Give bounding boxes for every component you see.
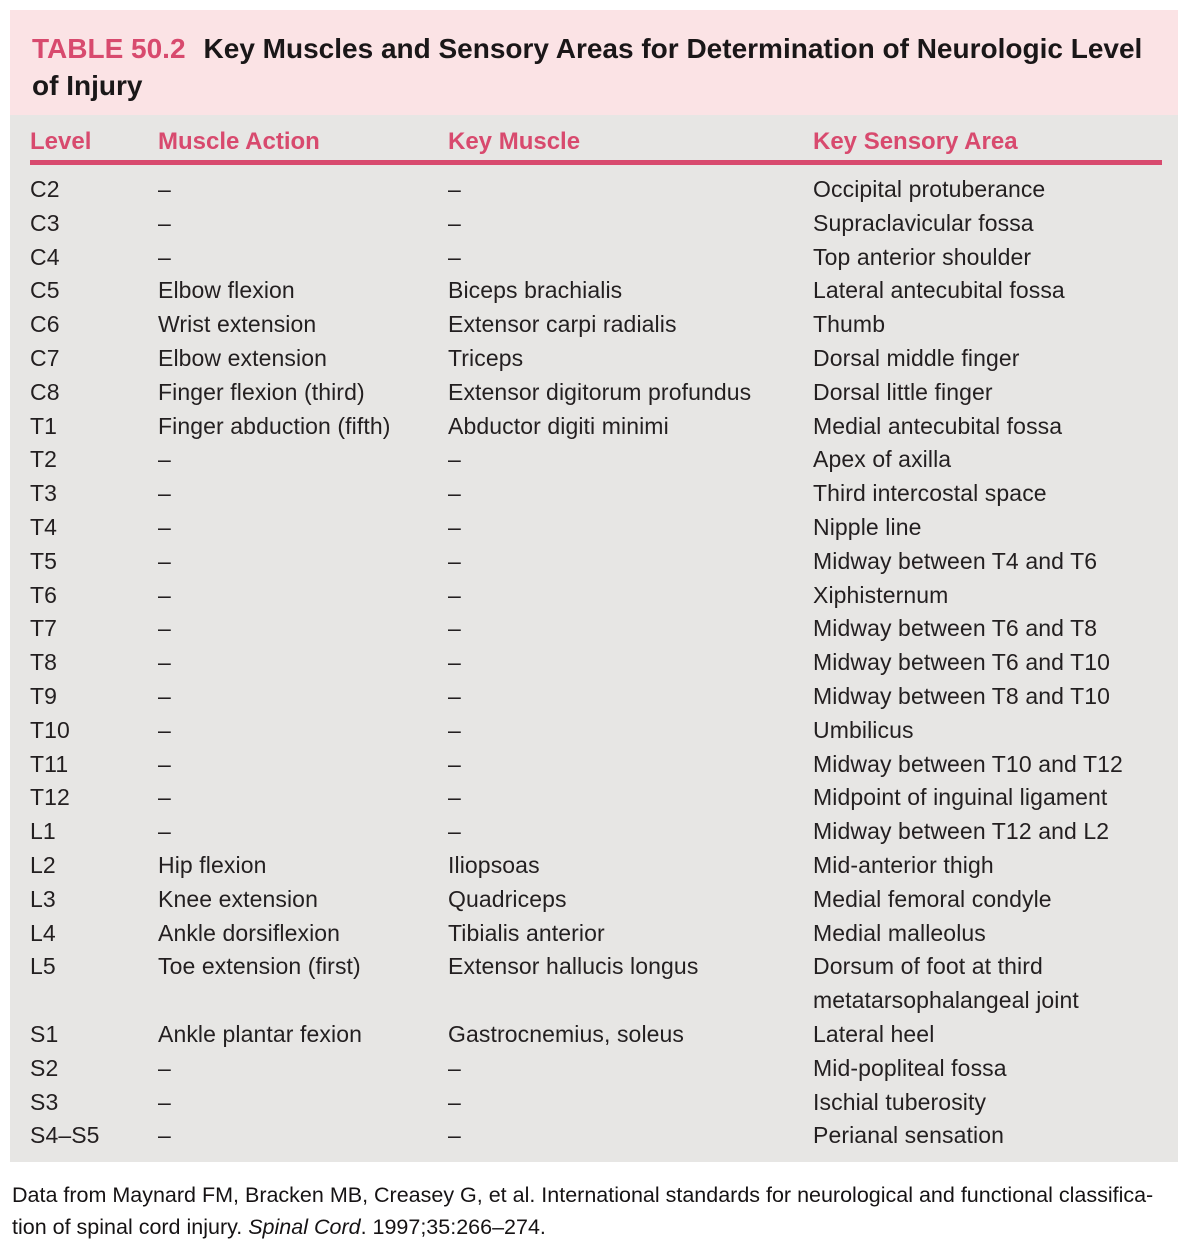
key-muscle-cell: Abductor digiti minimi <box>448 412 669 439</box>
key-muscle-cell: – <box>448 547 461 574</box>
muscle-action-cell: – <box>158 446 171 473</box>
key-sensory-area-cell: Midway between T12 and L2 <box>813 818 1110 845</box>
table-row <box>30 1052 1162 1086</box>
table-row <box>30 748 1162 782</box>
table-row <box>30 1119 1162 1153</box>
table-row <box>30 545 1162 579</box>
level-cell: L4 <box>30 919 56 946</box>
muscle-action-cell: – <box>158 682 171 709</box>
level-cell: T1 <box>30 412 58 439</box>
key-muscle-cell: Iliopsoas <box>448 851 540 878</box>
table-row <box>30 917 1162 951</box>
key-sensory-area-cell: Dorsal little finger <box>813 378 993 405</box>
table-row <box>30 714 1162 748</box>
key-muscle-cell: – <box>448 209 461 236</box>
table-row <box>30 680 1162 714</box>
source-note <box>12 1180 1177 1243</box>
source-note-line2-post: . 1997;35:266–274. <box>360 1214 546 1239</box>
muscle-action-cell: – <box>158 649 171 676</box>
key-sensory-area-cell: Medial antecubital fossa <box>813 412 1063 439</box>
key-muscle-cell: – <box>448 682 461 709</box>
key-sensory-area-cell: Midway between T10 and T12 <box>813 750 1123 777</box>
key-sensory-area-cell: Top anterior shoulder <box>813 243 1032 270</box>
key-muscle-cell: Tibialis anterior <box>448 919 605 946</box>
key-sensory-area-cell: Mid-anterior thigh <box>813 851 994 878</box>
level-cell: C7 <box>30 344 60 371</box>
table-row <box>30 207 1162 241</box>
key-sensory-area-cell: Medial femoral condyle <box>813 885 1052 912</box>
table-row <box>30 410 1162 444</box>
key-sensory-area-cell: Dorsal middle finger <box>813 344 1020 371</box>
level-cell: S2 <box>30 1054 59 1081</box>
table-body <box>30 165 1162 1153</box>
key-sensory-area-cell: Ischial tuberosity <box>813 1088 987 1115</box>
level-cell: T10 <box>30 716 70 743</box>
key-muscle-cell: Extensor digitorum profundus <box>448 378 752 405</box>
table-row <box>30 815 1162 849</box>
key-muscle-cell: – <box>448 513 461 540</box>
source-note-line2-pre: tion of spinal cord injury. <box>12 1214 249 1239</box>
muscle-action-cell: Hip flexion <box>158 851 267 878</box>
key-sensory-area-cell: Midway between T6 and T10 <box>813 649 1110 676</box>
table-row <box>30 579 1162 613</box>
muscle-action-cell: – <box>158 547 171 574</box>
muscle-action-cell: Knee extension <box>158 885 318 912</box>
muscle-action-cell: – <box>158 209 171 236</box>
muscle-action-cell: – <box>158 818 171 845</box>
table-row <box>30 646 1162 680</box>
key-sensory-area-cell: Perianal sensation <box>813 1122 1005 1149</box>
table-row <box>30 308 1162 342</box>
table-number: TABLE 50.2 <box>32 33 186 64</box>
table-row <box>30 342 1162 376</box>
table-row <box>30 511 1162 545</box>
muscle-action-cell: – <box>158 243 171 270</box>
muscle-action-cell: – <box>158 615 171 642</box>
key-muscle-cell: Triceps <box>448 344 524 371</box>
key-sensory-area-cell: Third intercostal space <box>813 480 1047 507</box>
muscle-action-cell: Elbow flexion <box>158 277 295 304</box>
level-cell: T9 <box>30 682 58 709</box>
column-header-level: Level <box>30 128 92 155</box>
table-row <box>30 849 1162 883</box>
key-sensory-area-cell: Umbilicus <box>813 716 914 743</box>
level-cell: C4 <box>30 243 60 270</box>
table-title <box>10 10 1178 122</box>
muscle-action-cell: – <box>158 750 171 777</box>
level-cell: S3 <box>30 1088 59 1115</box>
table-row <box>30 241 1162 275</box>
muscle-action-cell: – <box>158 176 171 202</box>
table-row <box>30 950 1162 1018</box>
level-cell: L1 <box>30 818 56 845</box>
key-muscle-cell: Biceps brachialis <box>448 277 623 304</box>
key-muscle-cell: Gastrocnemius, soleus <box>448 1020 685 1047</box>
key-muscle-cell: – <box>448 716 461 743</box>
table-row <box>30 443 1162 477</box>
table-row <box>30 173 1162 207</box>
table-row <box>30 612 1162 646</box>
level-cell: S1 <box>30 1020 59 1047</box>
level-cell: T8 <box>30 649 58 676</box>
level-cell: L2 <box>30 851 56 878</box>
level-cell: T12 <box>30 784 70 811</box>
level-cell: C5 <box>30 277 60 304</box>
muscle-action-cell: Finger abduction (fifth) <box>158 412 391 439</box>
key-muscle-cell: Extensor hallucis longus <box>448 953 699 980</box>
muscle-action-cell: – <box>158 581 171 608</box>
muscle-action-cell: Finger flexion (third) <box>158 378 365 405</box>
table-row <box>30 274 1162 308</box>
key-muscle-cell: – <box>448 1088 461 1115</box>
level-cell: T4 <box>30 513 58 540</box>
table-row <box>30 883 1162 917</box>
table-header-row <box>30 115 1162 160</box>
muscle-action-cell: Elbow extension <box>158 344 327 371</box>
column-header-muscle-action: Muscle Action <box>158 128 320 155</box>
level-cell: L3 <box>30 885 56 912</box>
key-sensory-area-cell: Apex of axilla <box>813 446 952 473</box>
key-muscle-cell: – <box>448 581 461 608</box>
key-sensory-area-cell: Midpoint of inguinal ligament <box>813 784 1108 811</box>
table-row <box>30 376 1162 410</box>
level-cell: C3 <box>30 209 60 236</box>
table-row <box>30 1086 1162 1120</box>
level-cell: T2 <box>30 446 58 473</box>
table-card <box>10 115 1178 1162</box>
key-sensory-area-cell: Thumb <box>813 311 886 338</box>
muscle-action-cell: – <box>158 480 171 507</box>
key-sensory-area-cell: Mid-popliteal fossa <box>813 1054 1007 1081</box>
key-muscle-cell: – <box>448 750 461 777</box>
level-cell: L5 <box>30 953 56 980</box>
level-cell: T3 <box>30 480 58 507</box>
key-muscle-cell: – <box>448 1122 461 1149</box>
muscle-action-cell: Wrist extension <box>158 311 317 338</box>
level-cell: T5 <box>30 547 58 574</box>
key-muscle-cell: – <box>448 649 461 676</box>
column-header-key-muscle: Key Muscle <box>448 128 581 155</box>
muscle-action-cell: – <box>158 513 171 540</box>
key-sensory-area-cell: Lateral heel <box>813 1020 935 1047</box>
muscle-action-cell: Toe extension (first) <box>158 953 361 980</box>
key-muscle-cell: Extensor carpi radialis <box>448 311 677 338</box>
key-muscle-cell: – <box>448 446 461 473</box>
key-muscle-cell: – <box>448 818 461 845</box>
key-muscle-cell: – <box>448 615 461 642</box>
level-cell: T6 <box>30 581 58 608</box>
key-muscle-cell: – <box>448 176 461 202</box>
muscle-action-cell: – <box>158 1054 171 1081</box>
table-title-text: Key Muscles and Sensory Areas for Determination of Neurologic Level of Injury <box>32 33 1143 101</box>
source-note-line1: Data from Maynard FM, Bracken MB, Creasey G, et al. International standards for neurological and functional classifica- <box>12 1183 1154 1207</box>
key-sensory-area-cell: Midway between T4 and T6 <box>813 547 1098 574</box>
level-cell: C6 <box>30 311 60 338</box>
key-sensory-area-cell: Xiphisternum <box>813 581 949 608</box>
key-sensory-area-cell: Medial malleolus <box>813 919 986 946</box>
level-cell: T7 <box>30 615 58 642</box>
muscle-action-cell: – <box>158 1088 171 1115</box>
key-sensory-area-cell: Midway between T6 and T8 <box>813 615 1098 642</box>
key-muscle-cell: – <box>448 480 461 507</box>
muscle-action-cell: – <box>158 1122 171 1149</box>
muscle-action-cell: Ankle plantar fexion <box>158 1020 363 1047</box>
muscle-action-cell: Ankle dorsiflexion <box>158 919 341 946</box>
level-cell: C2 <box>30 176 60 202</box>
key-muscle-cell: Quadriceps <box>448 885 567 912</box>
muscle-action-cell: – <box>158 716 171 743</box>
table-row <box>30 1018 1162 1052</box>
key-sensory-area-cell: Lateral antecubital fossa <box>813 277 1065 304</box>
key-sensory-area-cell: Occipital protuberance <box>813 176 1046 202</box>
level-cell: T11 <box>30 750 69 777</box>
key-muscle-cell: – <box>448 1054 461 1081</box>
journal-name: Spinal Cord <box>248 1214 361 1239</box>
key-sensory-area-cell: Midway between T8 and T10 <box>813 682 1110 709</box>
key-sensory-area-cell: Nipple line <box>813 513 922 540</box>
level-cell: C8 <box>30 378 60 405</box>
table-row <box>30 781 1162 815</box>
key-muscle-cell: – <box>448 243 461 270</box>
table-row <box>30 477 1162 511</box>
key-sensory-area-cell: Supraclavicular fossa <box>813 209 1034 236</box>
level-cell: S4–S5 <box>30 1122 100 1149</box>
key-sensory-area-cell: Dorsum of foot at third metatarsophalangeal joint <box>813 953 1079 1014</box>
muscle-action-cell: – <box>158 784 171 811</box>
key-muscle-cell: – <box>448 784 461 811</box>
column-header-key-sensory-area: Key Sensory Area <box>813 128 1018 155</box>
